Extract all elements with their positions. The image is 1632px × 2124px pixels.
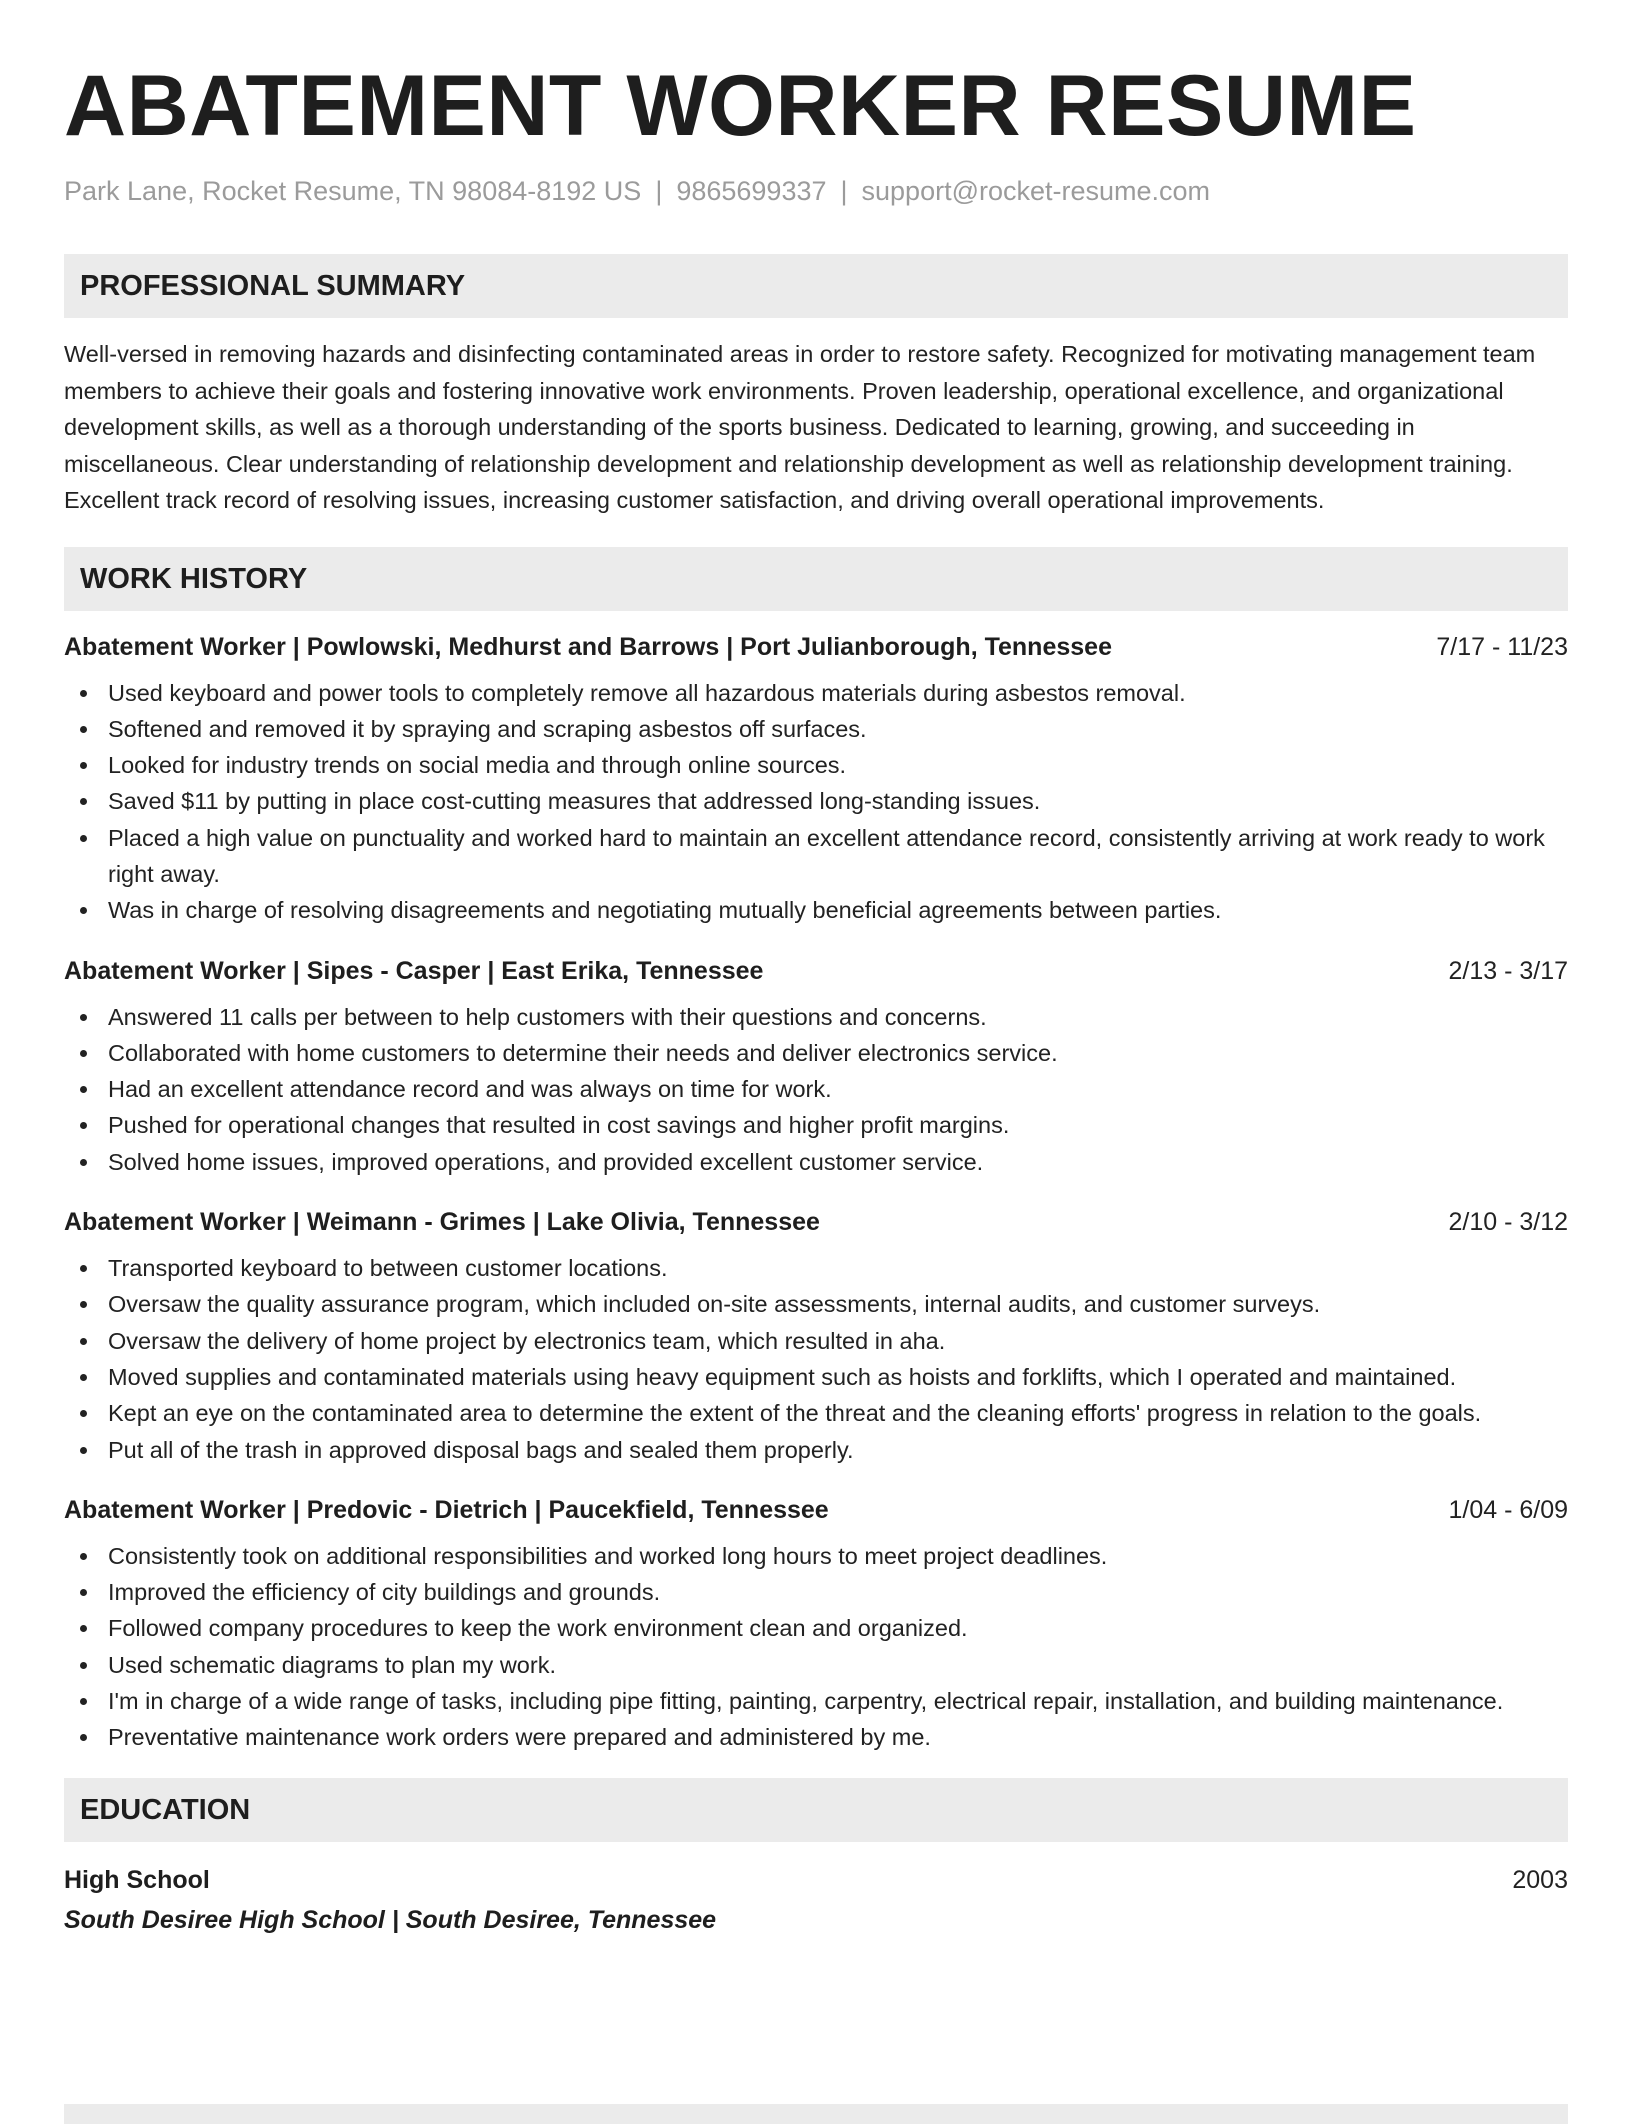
job-bullet: Softened and removed it by spraying and scraping asbestos off surfaces. — [64, 711, 1568, 747]
job-bullet-list — [64, 1538, 1568, 1756]
job-heading-row — [64, 1202, 1568, 1242]
job-bullet: Had an excellent attendance record and was always on time for work. — [64, 1071, 1568, 1107]
job-bullet: Used schematic diagrams to plan my work. — [64, 1647, 1568, 1683]
job-bullet: Kept an eye on the contaminated area to determine the extent of the threat and the cleaning efforts' progress in relation to the goals. — [64, 1395, 1568, 1431]
job-bullet: Answered 11 calls per between to help customers with their questions and concerns. — [64, 999, 1568, 1035]
next-section-header-band — [64, 2104, 1568, 2124]
education-year: 2003 — [1512, 1865, 1568, 1894]
job-heading-row — [64, 1490, 1568, 1530]
job-bullet: Moved supplies and contaminated materials using heavy equipment such as hoists and forklifts, which I operated and maintained. — [64, 1359, 1568, 1395]
job-dates: 7/17 - 11/23 — [1436, 632, 1568, 661]
contact-separator: | — [655, 176, 663, 206]
job-bullet: Placed a high value on punctuality and worked hard to maintain an excellent attendance record, consistently arriving at work ready to work right away. — [64, 820, 1568, 893]
job-bullet: Was in charge of resolving disagreements and negotiating mutually beneficial agreements between parties. — [64, 892, 1568, 928]
job-heading: Abatement Worker | Predovic - Dietrich | Paucekfield, Tennessee — [64, 1495, 829, 1524]
section-header-education: EDUCATION — [64, 1778, 1568, 1842]
job-heading: Abatement Worker | Powlowski, Medhurst and Barrows | Port Julianborough, Tennessee — [64, 632, 1112, 661]
job-heading-row — [64, 951, 1568, 991]
job-bullet: Preventative maintenance work orders were prepared and administered by me. — [64, 1719, 1568, 1755]
contact-address: Park Lane, Rocket Resume, TN 98084-8192 US — [64, 176, 642, 206]
job-heading-row — [64, 627, 1568, 667]
section-header-work-history: WORK HISTORY — [64, 547, 1568, 611]
job-bullet: Pushed for operational changes that resulted in cost savings and higher profit margins. — [64, 1107, 1568, 1143]
job-bullet: Saved $11 by putting in place cost-cutting measures that addressed long-standing issues. — [64, 783, 1568, 819]
job-dates: 2/13 - 3/17 — [1448, 956, 1568, 985]
job-heading: Abatement Worker | Sipes - Casper | East Erika, Tennessee — [64, 956, 764, 985]
job-bullet: Oversaw the quality assurance program, which included on-site assessments, internal audits, and customer surveys. — [64, 1286, 1568, 1322]
contact-line — [64, 174, 1568, 208]
job-bullet: Put all of the trash in approved disposal bags and sealed them properly. — [64, 1432, 1568, 1468]
job-bullet-list — [64, 1250, 1568, 1468]
job-entry — [64, 1490, 1568, 1756]
job-bullet: Looked for industry trends on social media and through online sources. — [64, 747, 1568, 783]
job-entry — [64, 627, 1568, 929]
section-header-professional-summary: PROFESSIONAL SUMMARY — [64, 254, 1568, 318]
job-bullet: Collaborated with home customers to determine their needs and deliver electronics service. — [64, 1035, 1568, 1071]
contact-phone: 9865699337 — [676, 176, 827, 206]
summary-text: Well-versed in removing hazards and disinfecting contaminated areas in order to restore safety. Recognized for motivating management team members to achieve their goals and fostering innovative work environments. Proven leadership, operational excellence, and organizational development skills, as well as a thorough understanding of the sports business. Dedicated to learning, growing, and succeeding in miscellaneous. Clear understanding of relationship development and relationship development as well as relationship development training. Excellent track record of resolving issues, increasing customer satisfaction, and driving overall operational improvements. — [64, 341, 1536, 513]
job-bullet-list — [64, 999, 1568, 1180]
job-entry — [64, 1202, 1568, 1468]
job-bullet: Used keyboard and power tools to completely remove all hazardous materials during asbestos removal. — [64, 675, 1568, 711]
job-bullet: Improved the efficiency of city buildings and grounds. — [64, 1574, 1568, 1610]
contact-separator: | — [840, 176, 848, 206]
job-bullet: Oversaw the delivery of home project by electronics team, which resulted in aha. — [64, 1323, 1568, 1359]
job-bullet: Consistently took on additional responsibilities and worked long hours to meet project deadlines. — [64, 1538, 1568, 1574]
job-entry — [64, 951, 1568, 1180]
education-row — [64, 1860, 1568, 1900]
job-dates: 1/04 - 6/09 — [1448, 1495, 1568, 1524]
education-school: South Desiree High School | South Desiree, Tennessee — [64, 1905, 717, 1934]
education-degree: High School — [64, 1865, 210, 1894]
job-bullet: Followed company procedures to keep the work environment clean and organized. — [64, 1610, 1568, 1646]
job-bullet-list — [64, 675, 1568, 929]
resume-title: ABATEMENT WORKER RESUME — [64, 58, 1417, 154]
job-heading: Abatement Worker | Weimann - Grimes | Lake Olivia, Tennessee — [64, 1208, 820, 1237]
contact-email[interactable]: support@rocket-resume.com — [861, 176, 1211, 206]
resume-page — [64, 0, 1568, 1940]
job-bullet: Transported keyboard to between customer locations. — [64, 1250, 1568, 1286]
job-bullet: I'm in charge of a wide range of tasks, including pipe fitting, painting, carpentry, electrical repair, installation, and building maintenance. — [64, 1683, 1568, 1719]
job-bullet: Solved home issues, improved operations, and provided excellent customer service. — [64, 1144, 1568, 1180]
job-dates: 2/10 - 3/12 — [1448, 1208, 1568, 1237]
